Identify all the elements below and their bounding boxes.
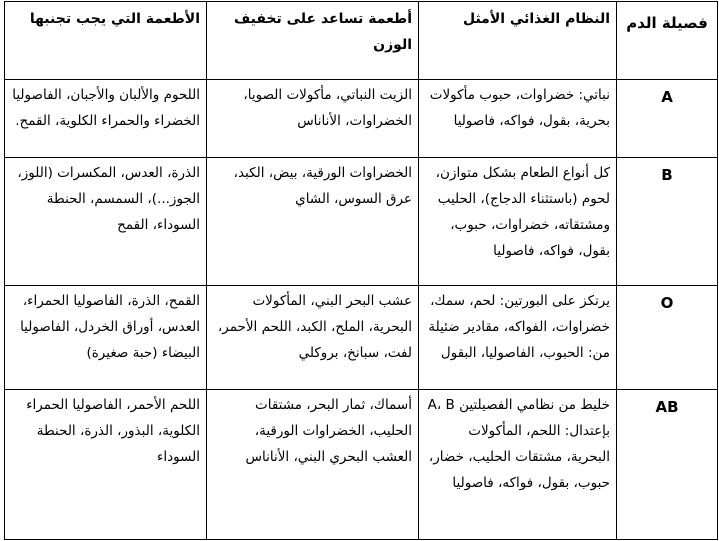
- foods-to-avoid-cell: اللحم الأحمر، الفاصوليا الحمراء الكلوية، البذور، الذرة، الحنطة السوداء: [5, 390, 207, 540]
- ideal-diet-cell: كل أنواع الطعام بشكل متوازن، لحوم (باستثناء الدجاج)، الحليب ومشتقاته، خضراوات، حبوب، بقول، فواكه، فاصوليا: [419, 158, 617, 286]
- blood-type-diet-table: [4, 1, 718, 540]
- blood-type-cell: B: [617, 158, 718, 286]
- blood-type-cell: AB: [617, 390, 718, 540]
- foods-to-avoid-cell: القمح، الذرة، الفاصوليا الحمراء، العدس، أوراق الخردل، الفاصوليا البيضاء (حبة صغيرة): [5, 286, 207, 390]
- ideal-diet-cell: نباتي: خضراوات، حبوب مأكولات بحرية، بقول، فواكه، فاصوليا: [419, 80, 617, 158]
- header-row: [5, 2, 718, 80]
- table-row: [5, 158, 718, 286]
- blood-type-cell: A: [617, 80, 718, 158]
- blood-type-cell: O: [617, 286, 718, 390]
- weight-loss-foods-cell: أسماك، ثمار البحر، مشتقات الحليب، الخضراوات الورقية، العشب البحري البني، الأناناس: [207, 390, 419, 540]
- foods-to-avoid-cell: اللحوم والألبان والأجبان، الفاصوليا الخضراء والحمراء الكلوية، القمح.: [5, 80, 207, 158]
- table-row: [5, 286, 718, 390]
- header-ideal-diet: النظام الغذائي الأمثل: [419, 2, 617, 80]
- weight-loss-foods-cell: عشب البحر البني، المأكولات البحرية، الملح، الكبد، اللحم الأحمر، لفت، سبانخ، بروكلي: [207, 286, 419, 390]
- table-row: [5, 390, 718, 540]
- foods-to-avoid-cell: الذرة، العدس، المكسرات (اللوز، الجوز...)، السمسم، الحنطة السوداء، القمح: [5, 158, 207, 286]
- ideal-diet-cell: خليط من نظامي الفصيلتين A، B بإعتدال: اللحم، المأكولات البحرية، مشتقات الحليب، خضار، حبوب، بقول، فواكه، فاصوليا: [419, 390, 617, 540]
- header-weight-loss-foods: أطعمة تساعد على تخفيف الوزن: [207, 2, 419, 80]
- weight-loss-foods-cell: الخضراوات الورقية، بيض، الكبد، عرق السوس، الشاي: [207, 158, 419, 286]
- weight-loss-foods-cell: الزيت النباتي، مأكولات الصويا، الخضراوات، الأناناس: [207, 80, 419, 158]
- header-foods-to-avoid: الأطعمة التي يجب تجنبها: [5, 2, 207, 80]
- ideal-diet-cell: يرتكز على البورتين: لحم، سمك، خضراوات، الفواكه، مقادير ضئيلة من: الحبوب، الفاصوليا، البقول: [419, 286, 617, 390]
- header-blood-type: فصيلة الدم: [617, 2, 718, 80]
- table-row: [5, 80, 718, 158]
